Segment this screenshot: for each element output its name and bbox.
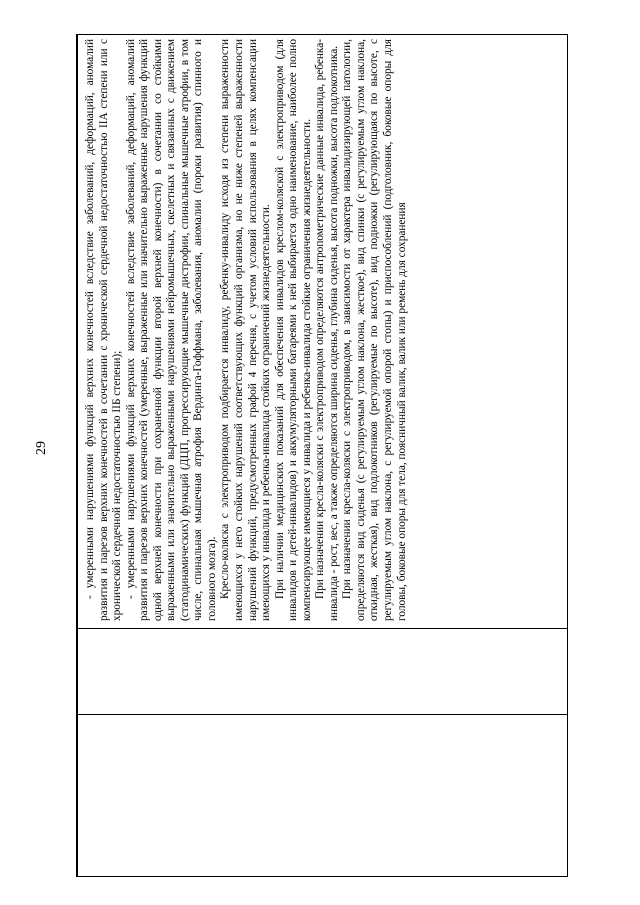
row-divider-1 bbox=[76, 628, 568, 629]
rotated-text-block bbox=[80, 35, 566, 627]
column-divider-1 bbox=[77, 35, 78, 876]
paragraph: - умеренными нарушениями функций верхних конечностей вследствие заболеваний, деформаций, аномалий развития и парезов верхних конечностей в сочетании с хронической сердечной недостаточностью IIA степени или с хронической сердечной недостаточностью IIБ степени); bbox=[84, 39, 124, 621]
paragraph: При назначении кресла-коляски с электроприводом, в зависимости от характера инвалидизирующей патологии, определяются вид сиденья (с регулируемым углом наклона, жесткое), вид спинки (с регулируемым углом наклона, откидная, жесткая), вид подлокотников (регулируемые по высоте), вид подножки (регулирующаяся по высоте, с регулируемым углом наклона, с регулируемой опорой стопы) и приспособлений (подголовник, боковые опоры для головы, боковые опоры для тела, поясничный валик, валик или ремень для сохранения bbox=[341, 39, 408, 621]
text-cell bbox=[80, 34, 566, 628]
paragraph: При назначении кресла-коляски с электроприводом определяются антропометрические данные инвалида, ребенка-инвалида - рост, вес, а также определяются ширина сиденья, глубина сиденья, высота подножки, высота подлокотника. bbox=[314, 39, 340, 621]
paragraphs bbox=[80, 35, 409, 627]
paragraph: При наличии медицинских показаний для обеспечения инвалидов креслом-коляской с электроприводом (для инвалидов и детей-инвалидов) и аккумуляторными батареями к ней выбирается одно наименование, наиболее полно компенсирующее имеющиеся у инвалида и ребенка-инвалида стойкие ограничения жизнедеятельности. bbox=[273, 39, 313, 621]
paragraph: - умеренными нарушениями функций верхних конечностей вследствие заболеваний, деформаций, аномалий развития и парезов верхних конечностей (умеренные, выраженные или значительно выраженные нарушения функций одной верхней конечности при сохраненной функции второй верхней конечности) в сочетании со стойкими выраженными или значительно выраженными нарушениями нейромышечных, скелетных и связанных с движением (статодинамических) функций (ДЦП, прогрессирующие мышечные дистрофии, спинальные мышечные атрофии, в том числе, спинальная мышечная атрофия Вердинга-Гоффмана, заболевания, аномалии (пороки развития) спинного и головного мозга). bbox=[124, 39, 218, 621]
row-divider-2 bbox=[76, 714, 568, 715]
paragraph: Кресло-коляска с электроприводом подбирается инвалиду, ребенку-инвалиду исходя из степени выраженности имеющихся у него стойких нарушений соответствующих функций организма, но не ниже степеней выраженности нарушений функций, предусмотренных графой 4 перечня, с учетом условий использования в целях компенсации имеющихся у инвалида и ребенка-инвалида стойких ограничений жизнедеятельности. bbox=[219, 39, 273, 621]
page-number: 29 bbox=[34, 441, 49, 455]
